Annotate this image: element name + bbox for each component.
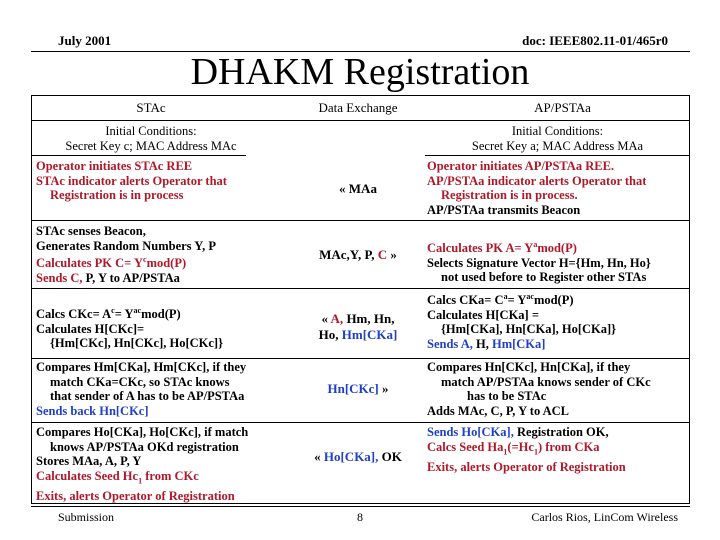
right-text-line: Adds MAc, C, P, Y to ACL [427, 403, 570, 418]
right-initial-conditions-title: Initial Conditions: [511, 124, 604, 138]
right-text-line: Operator initiates AP/PSTAa REE. [427, 159, 615, 173]
right-step-calcs-cka [427, 290, 616, 351]
left-text-line: Calculates PK $C= Y^cmod(P)$ [36, 255, 187, 271]
left-text-line: Exits, alerts Operator of Registration [36, 488, 235, 503]
table-rule [31, 358, 690, 359]
table-rule [31, 220, 690, 221]
left-text-line: Sends C, P, Y to AP/PSTAa [36, 270, 180, 285]
right-text-line: Selects Signature Vector H={Hm, Hn, Ho} [427, 255, 651, 270]
right-initial-conditions [425, 124, 690, 153]
table-rule [425, 155, 690, 156]
left-step-compares-hm [36, 360, 246, 418]
right-step-compares-hn [427, 360, 651, 418]
left-text-line: knows AP/PSTAa OKd registration [50, 439, 239, 454]
footer-page-number: 8 [357, 510, 363, 524]
left-text-line: Operator initiates STAc REE [36, 159, 193, 173]
table-rule [31, 155, 148, 156]
left-text-line: Generates Random Numbers Y, P [36, 238, 216, 253]
left-step-compares-ho [36, 425, 248, 503]
right-text-line: AP/PSTAa indicator alerts Operator that [427, 173, 647, 188]
right-text-line: Sends Ho[CKa], Registration OK, [427, 425, 609, 439]
header-date: July 2001 [58, 33, 112, 48]
left-text-line: Compares Hm[CKa], Hm[CKc], if they [36, 360, 247, 374]
left-text-line: Calculates H[CKc]= [36, 321, 145, 336]
footer-submission: Submission [58, 510, 115, 524]
left-text-line: Stores MAa, A, P, Y [36, 454, 142, 468]
right-step-sends-ho [427, 425, 626, 474]
right-text-line: not used before to Register other STAs [441, 270, 647, 285]
left-text-line: Registration is in process [50, 188, 184, 202]
right-initial-conditions-text: Secret Key a; MAC Address MAa [471, 138, 644, 153]
left-initial-conditions [31, 124, 271, 153]
left-text-line: match CKa=CKc, so STAc knows [50, 374, 230, 389]
left-initial-conditions-text: Secret Key c; MAC Address MAc [65, 138, 237, 153]
left-text-line: STAc senses Beacon, [36, 224, 146, 238]
left-text-line: Calculates Seed $Hc_1$ from CKc [36, 468, 199, 485]
exchange-ho-cka-ok-arrow: « Ho[CKa], OK [314, 449, 402, 464]
right-text-line: {Hm[CKa], Hn[CKa], Ho[CKa]} [441, 322, 617, 337]
left-step-senses-beacon [36, 224, 216, 285]
header-doc-id: doc: IEEE802.11-01/465r0 [522, 33, 668, 48]
footer-author: Carlos Rios, LinCom Wireless [531, 510, 678, 524]
left-text-line: that sender of A has to be AP/PSTAa [50, 389, 245, 403]
left-text-line: Calcs $CKc= A^c= Y^{ac}mod(P)$ [36, 306, 181, 322]
right-text-line: has to be STAc [467, 389, 547, 403]
column-header-ap-pstaa: AP/PSTAa [534, 100, 591, 115]
right-text-line: Exits, alerts Operator of Registration [427, 459, 626, 474]
right-text-line: AP/PSTAa transmits Beacon [427, 202, 581, 217]
right-text-line: Compares Hn[CKc], Hn[CKa], if they [427, 360, 631, 374]
exchange-mac-y-p-c-arrow: MAc,Y, P, C » [319, 247, 397, 262]
column-header-stac: STAc [136, 100, 166, 115]
right-text-line: Sends A, H, Hm[CKa] [427, 336, 546, 351]
left-text-line: STAc indicator alerts Operator that [36, 173, 227, 188]
right-text-line: Calcs Seed $Ha_1(=Hc_1)$ from CKa [427, 439, 600, 456]
left-text-line: Sends back Hn[CKc] [36, 403, 149, 418]
exchange-a-hm-hn-ho-arrow: « A, Hm, Hn, Ho, Hm[CKa] [318, 311, 398, 342]
exchange-hn-ckc-arrow: Hn[CKc] » [327, 381, 389, 396]
right-step-operator-initiates [427, 159, 646, 217]
footer-divider [31, 506, 690, 507]
exchange-maa-arrow: « MAa [339, 181, 377, 196]
right-text-line: Calculates H[CKa] = [427, 307, 539, 322]
table-rule [148, 155, 246, 156]
table-rule [31, 422, 690, 423]
left-text-line: Compares Ho[CKa], Ho[CKc], if match [36, 425, 249, 439]
right-text-line: Registration is in process. [441, 188, 578, 202]
left-step-calcs-ckc [36, 304, 223, 351]
left-initial-conditions-title: Initial Conditions: [105, 124, 197, 138]
table-rule [31, 288, 690, 289]
slide-title: DHAKM Registration [190, 51, 530, 93]
right-text-line: match AP/PSTAa knows sender of CKc [441, 374, 651, 389]
left-text-line: {Hm[CKc], Hn[CKc], Ho[CKc]} [50, 336, 224, 351]
right-text-line: Calcs $CKa= C^a= Y^{ac}mod(P)$ [427, 292, 574, 308]
right-text-line: Calculates PK $A= Y^amod(P)$ [427, 240, 577, 256]
right-step-calculates-pk-a [427, 238, 651, 285]
left-step-operator-initiates [36, 159, 227, 203]
column-header-data-exchange: Data Exchange [318, 100, 398, 115]
table-rule [31, 120, 690, 121]
